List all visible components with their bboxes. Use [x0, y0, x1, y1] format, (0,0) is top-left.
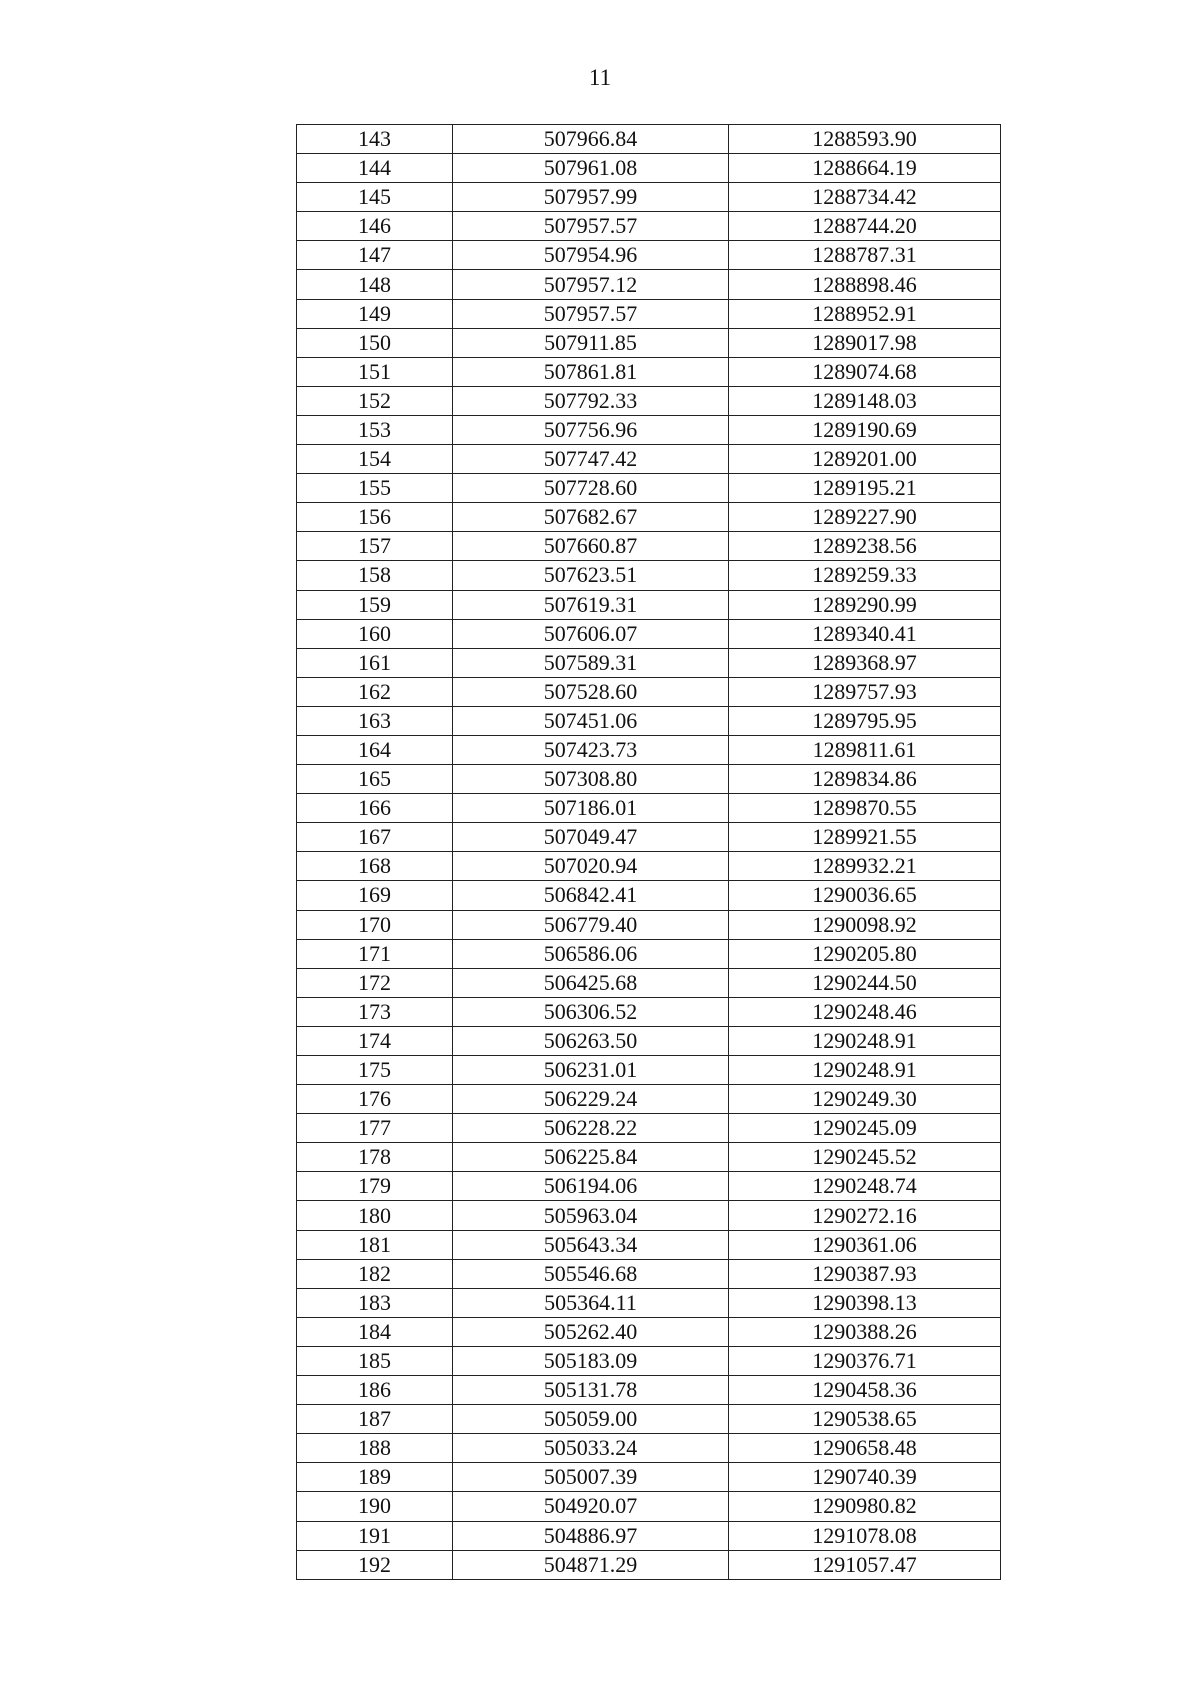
x-coordinate-cell: 506229.24	[453, 1085, 729, 1114]
x-coordinate-cell: 506586.06	[453, 939, 729, 968]
y-coordinate-cell: 1290387.93	[729, 1259, 1001, 1288]
point-number-cell: 180	[297, 1201, 453, 1230]
y-coordinate-cell: 1288898.46	[729, 270, 1001, 299]
y-coordinate-cell: 1290272.16	[729, 1201, 1001, 1230]
x-coordinate-cell: 507606.07	[453, 619, 729, 648]
table-row	[297, 299, 1001, 328]
table-row	[297, 765, 1001, 794]
y-coordinate-cell: 1289757.93	[729, 677, 1001, 706]
y-coordinate-cell: 1289340.41	[729, 619, 1001, 648]
point-number-cell: 189	[297, 1463, 453, 1492]
point-number-cell: 190	[297, 1492, 453, 1521]
point-number-cell: 155	[297, 474, 453, 503]
y-coordinate-cell: 1289932.21	[729, 852, 1001, 881]
table-row	[297, 1521, 1001, 1550]
y-coordinate-cell: 1289227.90	[729, 503, 1001, 532]
x-coordinate-cell: 507954.96	[453, 241, 729, 270]
y-coordinate-cell: 1289921.55	[729, 823, 1001, 852]
table-row	[297, 125, 1001, 154]
x-coordinate-cell: 505183.09	[453, 1346, 729, 1375]
x-coordinate-cell: 507619.31	[453, 590, 729, 619]
y-coordinate-cell: 1290361.06	[729, 1230, 1001, 1259]
coordinates-table-body	[297, 125, 1001, 1580]
table-row	[297, 677, 1001, 706]
point-number-cell: 159	[297, 590, 453, 619]
table-row	[297, 212, 1001, 241]
y-coordinate-cell: 1290244.50	[729, 968, 1001, 997]
table-row	[297, 415, 1001, 444]
x-coordinate-cell: 505546.68	[453, 1259, 729, 1288]
table-row	[297, 910, 1001, 939]
point-number-cell: 152	[297, 386, 453, 415]
table-row	[297, 794, 1001, 823]
point-number-cell: 145	[297, 183, 453, 212]
point-number-cell: 157	[297, 532, 453, 561]
x-coordinate-cell: 504886.97	[453, 1521, 729, 1550]
y-coordinate-cell: 1291057.47	[729, 1550, 1001, 1579]
x-coordinate-cell: 507957.12	[453, 270, 729, 299]
point-number-cell: 164	[297, 735, 453, 764]
page-number: 11	[588, 65, 612, 90]
point-number-cell: 191	[297, 1521, 453, 1550]
table-row	[297, 503, 1001, 532]
x-coordinate-cell: 504920.07	[453, 1492, 729, 1521]
point-number-cell: 183	[297, 1288, 453, 1317]
point-number-cell: 165	[297, 765, 453, 794]
table-row	[297, 1172, 1001, 1201]
table-row	[297, 1376, 1001, 1405]
y-coordinate-cell: 1288744.20	[729, 212, 1001, 241]
table-row	[297, 561, 1001, 590]
y-coordinate-cell: 1289795.95	[729, 706, 1001, 735]
x-coordinate-cell: 507728.60	[453, 474, 729, 503]
y-coordinate-cell: 1290245.52	[729, 1143, 1001, 1172]
point-number-cell: 185	[297, 1346, 453, 1375]
x-coordinate-cell: 507660.87	[453, 532, 729, 561]
x-coordinate-cell: 505131.78	[453, 1376, 729, 1405]
point-number-cell: 187	[297, 1405, 453, 1434]
point-number-cell: 150	[297, 328, 453, 357]
y-coordinate-cell: 1290248.46	[729, 997, 1001, 1026]
point-number-cell: 154	[297, 445, 453, 474]
table-row	[297, 881, 1001, 910]
y-coordinate-cell: 1289834.86	[729, 765, 1001, 794]
x-coordinate-cell: 506231.01	[453, 1056, 729, 1085]
table-row	[297, 474, 1001, 503]
table-row	[297, 241, 1001, 270]
y-coordinate-cell: 1288952.91	[729, 299, 1001, 328]
x-coordinate-cell: 507682.67	[453, 503, 729, 532]
y-coordinate-cell: 1290980.82	[729, 1492, 1001, 1521]
point-number-cell: 146	[297, 212, 453, 241]
table-row	[297, 997, 1001, 1026]
x-coordinate-cell: 507451.06	[453, 706, 729, 735]
x-coordinate-cell: 507589.31	[453, 648, 729, 677]
y-coordinate-cell: 1288593.90	[729, 125, 1001, 154]
point-number-cell: 175	[297, 1056, 453, 1085]
y-coordinate-cell: 1288734.42	[729, 183, 1001, 212]
x-coordinate-cell: 505963.04	[453, 1201, 729, 1230]
point-number-cell: 168	[297, 852, 453, 881]
table-row	[297, 1550, 1001, 1579]
x-coordinate-cell: 507423.73	[453, 735, 729, 764]
y-coordinate-cell: 1289074.68	[729, 357, 1001, 386]
x-coordinate-cell: 506194.06	[453, 1172, 729, 1201]
x-coordinate-cell: 507020.94	[453, 852, 729, 881]
table-row	[297, 1085, 1001, 1114]
x-coordinate-cell: 507186.01	[453, 794, 729, 823]
y-coordinate-cell: 1288787.31	[729, 241, 1001, 270]
x-coordinate-cell: 505059.00	[453, 1405, 729, 1434]
x-coordinate-cell: 507861.81	[453, 357, 729, 386]
y-coordinate-cell: 1290248.74	[729, 1172, 1001, 1201]
point-number-cell: 162	[297, 677, 453, 706]
x-coordinate-cell: 507756.96	[453, 415, 729, 444]
point-number-cell: 147	[297, 241, 453, 270]
table-row	[297, 619, 1001, 648]
y-coordinate-cell: 1291078.08	[729, 1521, 1001, 1550]
table-row	[297, 357, 1001, 386]
table-row	[297, 1434, 1001, 1463]
x-coordinate-cell: 507911.85	[453, 328, 729, 357]
x-coordinate-cell: 507747.42	[453, 445, 729, 474]
table-row	[297, 1463, 1001, 1492]
point-number-cell: 144	[297, 154, 453, 183]
x-coordinate-cell: 505262.40	[453, 1317, 729, 1346]
point-number-cell: 182	[297, 1259, 453, 1288]
x-coordinate-cell: 506425.68	[453, 968, 729, 997]
y-coordinate-cell: 1289259.33	[729, 561, 1001, 590]
point-number-cell: 166	[297, 794, 453, 823]
table-row	[297, 445, 1001, 474]
table-row	[297, 1143, 1001, 1172]
y-coordinate-cell: 1289870.55	[729, 794, 1001, 823]
point-number-cell: 176	[297, 1085, 453, 1114]
y-coordinate-cell: 1288664.19	[729, 154, 1001, 183]
table-row	[297, 154, 1001, 183]
y-coordinate-cell: 1289017.98	[729, 328, 1001, 357]
table-row	[297, 532, 1001, 561]
point-number-cell: 169	[297, 881, 453, 910]
x-coordinate-cell: 505643.34	[453, 1230, 729, 1259]
x-coordinate-cell: 507957.57	[453, 212, 729, 241]
table-row	[297, 386, 1001, 415]
x-coordinate-cell: 507049.47	[453, 823, 729, 852]
point-number-cell: 173	[297, 997, 453, 1026]
x-coordinate-cell: 507961.08	[453, 154, 729, 183]
y-coordinate-cell: 1290458.36	[729, 1376, 1001, 1405]
table-row	[297, 1056, 1001, 1085]
point-number-cell: 160	[297, 619, 453, 648]
table-row	[297, 1346, 1001, 1375]
x-coordinate-cell: 506228.22	[453, 1114, 729, 1143]
x-coordinate-cell: 507528.60	[453, 677, 729, 706]
y-coordinate-cell: 1289195.21	[729, 474, 1001, 503]
x-coordinate-cell: 507957.57	[453, 299, 729, 328]
point-number-cell: 178	[297, 1143, 453, 1172]
point-number-cell: 167	[297, 823, 453, 852]
table-row	[297, 648, 1001, 677]
y-coordinate-cell: 1290388.26	[729, 1317, 1001, 1346]
x-coordinate-cell: 507957.99	[453, 183, 729, 212]
y-coordinate-cell: 1290248.91	[729, 1026, 1001, 1055]
y-coordinate-cell: 1290658.48	[729, 1434, 1001, 1463]
y-coordinate-cell: 1290740.39	[729, 1463, 1001, 1492]
table-row	[297, 823, 1001, 852]
point-number-cell: 156	[297, 503, 453, 532]
x-coordinate-cell: 506779.40	[453, 910, 729, 939]
point-number-cell: 186	[297, 1376, 453, 1405]
point-number-cell: 148	[297, 270, 453, 299]
point-number-cell: 174	[297, 1026, 453, 1055]
x-coordinate-cell: 506306.52	[453, 997, 729, 1026]
table-row	[297, 1288, 1001, 1317]
x-coordinate-cell: 505007.39	[453, 1463, 729, 1492]
point-number-cell: 181	[297, 1230, 453, 1259]
x-coordinate-cell: 505364.11	[453, 1288, 729, 1317]
x-coordinate-cell: 504871.29	[453, 1550, 729, 1579]
y-coordinate-cell: 1289811.61	[729, 735, 1001, 764]
y-coordinate-cell: 1290249.30	[729, 1085, 1001, 1114]
x-coordinate-cell: 507792.33	[453, 386, 729, 415]
table-row	[297, 1317, 1001, 1346]
point-number-cell: 171	[297, 939, 453, 968]
table-row	[297, 968, 1001, 997]
y-coordinate-cell: 1290538.65	[729, 1405, 1001, 1434]
y-coordinate-cell: 1290376.71	[729, 1346, 1001, 1375]
x-coordinate-cell: 507966.84	[453, 125, 729, 154]
table-row	[297, 1492, 1001, 1521]
y-coordinate-cell: 1289290.99	[729, 590, 1001, 619]
point-number-cell: 172	[297, 968, 453, 997]
point-number-cell: 143	[297, 125, 453, 154]
y-coordinate-cell: 1290098.92	[729, 910, 1001, 939]
table-row	[297, 270, 1001, 299]
x-coordinate-cell: 506225.84	[453, 1143, 729, 1172]
table-row	[297, 735, 1001, 764]
table-row	[297, 706, 1001, 735]
x-coordinate-cell: 506263.50	[453, 1026, 729, 1055]
y-coordinate-cell: 1289368.97	[729, 648, 1001, 677]
coordinates-table	[296, 124, 1001, 1580]
point-number-cell: 188	[297, 1434, 453, 1463]
point-number-cell: 163	[297, 706, 453, 735]
table-row	[297, 183, 1001, 212]
y-coordinate-cell: 1290248.91	[729, 1056, 1001, 1085]
table-row	[297, 1259, 1001, 1288]
point-number-cell: 158	[297, 561, 453, 590]
point-number-cell: 151	[297, 357, 453, 386]
y-coordinate-cell: 1290205.80	[729, 939, 1001, 968]
point-number-cell: 161	[297, 648, 453, 677]
y-coordinate-cell: 1289190.69	[729, 415, 1001, 444]
x-coordinate-cell: 507623.51	[453, 561, 729, 590]
table-row	[297, 852, 1001, 881]
table-row	[297, 1114, 1001, 1143]
y-coordinate-cell: 1290398.13	[729, 1288, 1001, 1317]
point-number-cell: 149	[297, 299, 453, 328]
table-row	[297, 328, 1001, 357]
table-row	[297, 939, 1001, 968]
point-number-cell: 184	[297, 1317, 453, 1346]
table-row	[297, 1405, 1001, 1434]
x-coordinate-cell: 507308.80	[453, 765, 729, 794]
y-coordinate-cell: 1290036.65	[729, 881, 1001, 910]
point-number-cell: 177	[297, 1114, 453, 1143]
y-coordinate-cell: 1289201.00	[729, 445, 1001, 474]
x-coordinate-cell: 506842.41	[453, 881, 729, 910]
point-number-cell: 179	[297, 1172, 453, 1201]
table-row	[297, 1201, 1001, 1230]
table-row	[297, 1026, 1001, 1055]
table-row	[297, 1230, 1001, 1259]
y-coordinate-cell: 1289238.56	[729, 532, 1001, 561]
point-number-cell: 153	[297, 415, 453, 444]
x-coordinate-cell: 505033.24	[453, 1434, 729, 1463]
y-coordinate-cell: 1289148.03	[729, 386, 1001, 415]
point-number-cell: 170	[297, 910, 453, 939]
table-row	[297, 590, 1001, 619]
point-number-cell: 192	[297, 1550, 453, 1579]
y-coordinate-cell: 1290245.09	[729, 1114, 1001, 1143]
